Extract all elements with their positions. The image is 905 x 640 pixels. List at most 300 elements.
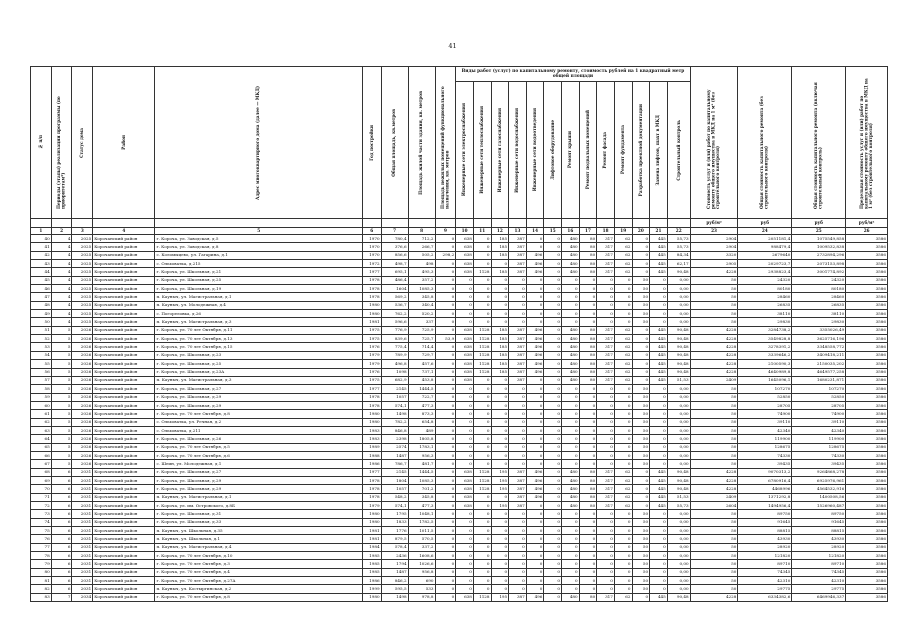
table-cell: Корочанский район xyxy=(93,285,155,293)
table-cell: 2938823,4 xyxy=(738,268,792,276)
table-cell: 0 xyxy=(562,426,580,434)
table-cell: 0 xyxy=(509,393,527,401)
table-row xyxy=(31,568,888,576)
table-cell: 50 xyxy=(632,552,650,560)
column-number: 15 xyxy=(544,228,562,235)
table-cell: 0 xyxy=(614,568,632,576)
table-cell: Корочанский район xyxy=(93,335,155,343)
table-cell: 80 xyxy=(579,468,597,476)
table-cell: 317 xyxy=(597,235,615,243)
table-header xyxy=(31,67,888,235)
table-cell: 1978 xyxy=(362,476,381,484)
table-cell: 50 xyxy=(31,318,52,326)
column-header-label: Адрес многоквартирного дома (далее — МКД) xyxy=(255,85,261,200)
table-cell: 2398 xyxy=(381,435,408,443)
table-cell: г. Короча, ул. Школьная, д.25 xyxy=(155,276,362,284)
table-cell: 445 xyxy=(650,376,668,384)
table-cell: 50 xyxy=(690,435,738,443)
unit-cell xyxy=(650,219,668,228)
column-header xyxy=(381,67,408,219)
table-cell: 0 xyxy=(456,560,474,568)
table-cell: 387 xyxy=(509,485,527,493)
table-cell: 0 xyxy=(544,243,562,251)
table-cell: 81 xyxy=(31,577,52,585)
table-cell: 0 xyxy=(435,318,456,326)
unit-cell xyxy=(562,219,580,228)
table-cell: 3586 xyxy=(846,527,888,535)
unit-cell xyxy=(579,219,597,228)
table-cell: 0 xyxy=(579,518,597,526)
table-cell: 1978 xyxy=(362,393,381,401)
table-cell: 1487 xyxy=(381,568,408,576)
table-cell: 0 xyxy=(473,243,491,251)
table-cell: 1011,5 xyxy=(408,527,435,535)
table-cell: 50 xyxy=(632,418,650,426)
table-cell: 4 xyxy=(51,310,72,318)
table-cell: 0 xyxy=(597,443,615,451)
table-cell: 1978 xyxy=(362,493,381,501)
table-cell: 4564532,916 xyxy=(792,485,846,493)
table-cell: 0,00 xyxy=(667,451,690,459)
table-cell: 0 xyxy=(614,393,632,401)
table-cell: 0 xyxy=(544,401,562,409)
table-cell: 1983 xyxy=(362,426,381,434)
table-cell: 1498 xyxy=(381,593,408,601)
table-cell: 0 xyxy=(544,585,562,593)
table-cell: 0 xyxy=(544,568,562,576)
table-cell: 0 xyxy=(509,401,527,409)
table-cell: с. Ольховатка, д.215 xyxy=(155,260,362,268)
table-cell: 496 xyxy=(526,468,544,476)
table-cell: 62 xyxy=(614,343,632,351)
table-cell: 58 xyxy=(31,385,52,393)
table-cell: 88815 xyxy=(792,527,846,535)
table-cell: 0 xyxy=(509,568,527,576)
table-cell: 496 xyxy=(526,485,544,493)
table-cell: 0 xyxy=(614,585,632,593)
table-cell: 2409 xyxy=(690,493,738,501)
table-cell: 0 xyxy=(435,460,456,468)
table-cell: п. Кауныч, ул. Молодежная, д.4 xyxy=(155,301,362,309)
table-cell: 0,00 xyxy=(667,310,690,318)
table-cell: 2031 xyxy=(72,527,93,535)
table-cell: 0 xyxy=(509,552,527,560)
table-cell: 121820 xyxy=(738,552,792,560)
table-row xyxy=(31,343,888,351)
table-cell: 6780916,4 xyxy=(738,476,792,484)
table-cell: 0 xyxy=(544,393,562,401)
table-cell: 5 xyxy=(51,435,72,443)
table-cell: 486,4 xyxy=(381,276,408,284)
table-cell: 1999 xyxy=(362,585,381,593)
table-cell: 0 xyxy=(562,301,580,309)
table-cell: 638 xyxy=(456,260,474,268)
table-cell: г. Короча, ул. 70 лет Октября, д.8 xyxy=(155,410,362,418)
table-cell: 80180 xyxy=(738,285,792,293)
table-cell: 90,48 xyxy=(667,326,690,334)
table-cell: 80 xyxy=(579,335,597,343)
table-cell: 0 xyxy=(562,543,580,551)
table-cell: 90,48 xyxy=(667,468,690,476)
table-cell: 3586 xyxy=(846,485,888,493)
table-cell: 480 xyxy=(562,485,580,493)
table-cell: 1978 xyxy=(362,276,381,284)
table-cell: 5 xyxy=(51,343,72,351)
table-cell: 317 xyxy=(597,593,615,601)
table-cell: 90,48 xyxy=(667,343,690,351)
table-cell: 1976 xyxy=(362,368,381,376)
table-cell: 496 xyxy=(526,493,544,501)
table-cell: 0 xyxy=(544,518,562,526)
table-cell: 387 xyxy=(509,268,527,276)
table-cell: 185 xyxy=(491,351,509,359)
table-cell: 55,73 xyxy=(667,243,690,251)
table-cell: 0 xyxy=(491,535,509,543)
table-cell: 0 xyxy=(597,518,615,526)
table-cell: 0 xyxy=(491,577,509,585)
table-cell: 0 xyxy=(526,435,544,443)
table-cell: 50 xyxy=(690,443,738,451)
column-number: 20 xyxy=(632,228,650,235)
table-cell: 2026 xyxy=(72,368,93,376)
table-cell: 445 xyxy=(650,476,668,484)
table-cell: Корочанский район xyxy=(93,568,155,576)
table-cell: 480 xyxy=(562,243,580,251)
table-cell: 195 xyxy=(491,485,509,493)
table-cell: 0 xyxy=(491,527,509,535)
table-cell: 2026 xyxy=(72,435,93,443)
table-cell: 0 xyxy=(435,485,456,493)
table-cell: Корочанский район xyxy=(93,543,155,551)
table-cell: 54 xyxy=(31,351,52,359)
table-cell: 71 xyxy=(31,493,52,501)
table-cell: г. Короча, ул. 70 лет Октября, д.6 xyxy=(155,451,362,459)
table-cell: 0 xyxy=(473,451,491,459)
table-cell: Корочанский район xyxy=(93,451,155,459)
table-cell: 548,2 xyxy=(381,493,408,501)
unit-cell xyxy=(491,219,509,228)
table-cell: 50 xyxy=(632,443,650,451)
table-cell: 0 xyxy=(509,285,527,293)
table-cell: 1057 xyxy=(381,393,408,401)
table-cell: 2031 xyxy=(72,518,93,526)
column-header-label: Общая стоимость капитального ремонта (без строительного контроля) xyxy=(759,95,769,209)
table-cell: 6 xyxy=(51,585,72,593)
table-cell: 78 xyxy=(31,552,52,560)
table-cell: 0 xyxy=(614,426,632,434)
table-cell: 1128 xyxy=(473,326,491,334)
table-cell: 298,2 xyxy=(435,251,456,259)
table-cell: 638 xyxy=(456,493,474,501)
table-cell: 0 xyxy=(491,301,509,309)
table-cell: 51,53 xyxy=(667,376,690,384)
table-cell: 3409418,211 xyxy=(792,351,846,359)
table-cell: 1128 xyxy=(473,268,491,276)
table-cell: 3586 xyxy=(846,535,888,543)
table-cell: 3339646,2 xyxy=(738,351,792,359)
table-cell: 50 xyxy=(632,318,650,326)
table-cell: 445 xyxy=(650,260,668,268)
table-cell: 50 xyxy=(632,393,650,401)
table-cell: 4 xyxy=(51,260,72,268)
table-cell: 317 xyxy=(597,343,615,351)
table-cell: 0 xyxy=(509,426,527,434)
table-cell: 3586 xyxy=(846,268,888,276)
table-cell: 0 xyxy=(456,460,474,468)
table-cell: 3586 xyxy=(846,293,888,301)
table-cell: 0 xyxy=(562,285,580,293)
table-cell: 0 xyxy=(614,401,632,409)
table-cell: 0 xyxy=(597,310,615,318)
table-cell: 0 xyxy=(597,318,615,326)
table-cell: 6334382,6 xyxy=(738,593,792,601)
table-cell: 62 xyxy=(614,326,632,334)
table-cell: 0 xyxy=(562,535,580,543)
table-cell: 0 xyxy=(544,502,562,510)
table-cell: 0 xyxy=(579,276,597,284)
table-cell: Корочанский район xyxy=(93,301,155,309)
table-cell: 0 xyxy=(473,568,491,576)
table-cell: 1128 xyxy=(473,468,491,476)
table-cell: 480 xyxy=(562,502,580,510)
table-cell: 89750 xyxy=(792,510,846,518)
table-cell: 2604 xyxy=(690,502,738,510)
table-cell: 596,6 xyxy=(381,318,408,326)
table-cell: 0 xyxy=(473,460,491,468)
unit-cell xyxy=(632,219,650,228)
table-cell: 2031 xyxy=(72,585,93,593)
table-cell: 3625716,196 xyxy=(792,335,846,343)
table-cell: п. Кауныч, ул. Магистральная, д.4 xyxy=(155,543,362,551)
table-cell: 80 xyxy=(579,360,597,368)
column-number: 16 xyxy=(562,228,580,235)
table-cell: 28920 xyxy=(738,543,792,551)
table-row xyxy=(31,385,888,393)
table-row xyxy=(31,585,888,593)
table-cell: п. Кауныч, ул. Магистральная, д.1 xyxy=(155,493,362,501)
table-cell: 61 xyxy=(31,410,52,418)
table-cell: 1085,3 xyxy=(408,476,435,484)
table-cell: 0 xyxy=(526,535,544,543)
table-cell: 0,00 xyxy=(667,301,690,309)
table-cell: 68 xyxy=(31,468,52,476)
table-cell: 0 xyxy=(597,577,615,585)
table-cell: Корочанский район xyxy=(93,318,155,326)
table-cell: 0 xyxy=(435,585,456,593)
table-cell: 0 xyxy=(473,285,491,293)
table-cell: 0 xyxy=(544,418,562,426)
unit-cell xyxy=(93,219,155,228)
table-cell: 3348558,772 xyxy=(792,343,846,351)
table-cell: 50 xyxy=(690,451,738,459)
table-cell: 0 xyxy=(435,276,456,284)
table-cell: г. Короча, ул. Школьная, д.27 xyxy=(155,385,362,393)
table-row xyxy=(31,393,888,401)
table-cell: 0 xyxy=(473,310,491,318)
table-cell: 0 xyxy=(526,552,544,560)
table-cell: 57 xyxy=(31,376,52,384)
table-cell: 0 xyxy=(614,535,632,543)
table-cell: 0 xyxy=(526,301,544,309)
table-cell: 0 xyxy=(650,560,668,568)
table-cell: 50 xyxy=(690,560,738,568)
table-cell: 2026 xyxy=(72,451,93,459)
table-cell: 55,73 xyxy=(667,235,690,243)
table-cell: 0 xyxy=(650,451,668,459)
table-cell: Корочанский район xyxy=(93,385,155,393)
table-cell: 0 xyxy=(614,285,632,293)
table-cell: 0 xyxy=(614,293,632,301)
table-cell: 0 xyxy=(544,543,562,551)
unit-cell xyxy=(614,219,632,228)
table-cell: 0 xyxy=(632,243,650,251)
table-cell: 43 xyxy=(31,260,52,268)
table-row xyxy=(31,410,888,418)
table-cell: Корочанский район xyxy=(93,360,155,368)
table-cell: 0 xyxy=(614,527,632,535)
table-cell: 90,48 xyxy=(667,351,690,359)
table-cell: Корочанский район xyxy=(93,435,155,443)
table-cell: г. Короча, ул. 70 лет Октября, д.10 xyxy=(155,552,362,560)
table-cell: 0 xyxy=(597,560,615,568)
table-cell: 1980 xyxy=(362,301,381,309)
table-cell: 0 xyxy=(456,543,474,551)
unit-cell: руб xyxy=(738,219,792,228)
table-cell: 0 xyxy=(435,268,456,276)
table-cell: 50 xyxy=(690,393,738,401)
table-cell: 1975 xyxy=(362,335,381,343)
table-cell: 0 xyxy=(650,426,668,434)
table-cell: 0 xyxy=(544,285,562,293)
table-cell: 1978 xyxy=(362,401,381,409)
table-cell: 2436 xyxy=(381,552,408,560)
table-cell: 0 xyxy=(579,310,597,318)
table-cell: 62 xyxy=(614,502,632,510)
table-cell: 0,00 xyxy=(667,435,690,443)
table-cell: 0 xyxy=(526,401,544,409)
table-cell: 0 xyxy=(614,560,632,568)
table-cell: 0 xyxy=(473,502,491,510)
table-cell: 50 xyxy=(632,293,650,301)
table-cell: 0 xyxy=(435,360,456,368)
table-cell: 2031 xyxy=(72,510,93,518)
table-cell: 0 xyxy=(456,535,474,543)
table-cell: 0 xyxy=(614,518,632,526)
column-header xyxy=(31,67,52,219)
table-cell: 0,00 xyxy=(667,410,690,418)
table-cell: 0 xyxy=(526,543,544,551)
table-row xyxy=(31,368,888,376)
table-cell: Корочанский район xyxy=(93,443,155,451)
table-cell: 6925976,961 xyxy=(792,476,846,484)
table-cell: 0 xyxy=(473,518,491,526)
table-cell: 0 xyxy=(650,543,668,551)
table-cell: 0 xyxy=(544,351,562,359)
table-cell: 317 xyxy=(597,368,615,376)
table-cell: 2679640 xyxy=(738,251,792,259)
table-cell: 317 xyxy=(597,351,615,359)
table-cell: 80 xyxy=(31,568,52,576)
table-cell: 47 xyxy=(31,293,52,301)
table-cell: 6 xyxy=(51,527,72,535)
table-cell: 1783,1 xyxy=(408,443,435,451)
table-cell: 90,48 xyxy=(667,360,690,368)
table-cell: 0 xyxy=(597,426,615,434)
table-cell: 62 xyxy=(614,268,632,276)
table-cell: 2025 xyxy=(72,235,93,243)
table-cell: 50 xyxy=(632,401,650,409)
table-cell: 62 xyxy=(614,335,632,343)
table-cell: 0 xyxy=(526,285,544,293)
table-cell: 574,1 xyxy=(381,502,408,510)
table-cell: 0 xyxy=(509,451,527,459)
table-cell: г. Короча, ул. Школьная, д.19 xyxy=(155,285,362,293)
table-cell: 0 xyxy=(456,401,474,409)
table-cell: 2026 xyxy=(72,385,93,393)
table-cell: 91645 xyxy=(792,518,846,526)
table-cell: 0 xyxy=(456,552,474,560)
column-number: 24 xyxy=(738,228,792,235)
table-cell: 0 xyxy=(650,552,668,560)
table-cell: 0 xyxy=(650,410,668,418)
table-cell: 0 xyxy=(614,410,632,418)
table-cell: 3586 xyxy=(846,568,888,576)
table-cell: 638 xyxy=(456,468,474,476)
table-cell: 53 xyxy=(31,343,52,351)
table-cell: 42340 xyxy=(738,426,792,434)
column-header-label: Инженерные сети газоснабжения xyxy=(496,107,502,193)
table-cell: 873,3 xyxy=(408,410,435,418)
table-cell: 1128 xyxy=(473,593,491,601)
table-cell: 29830 xyxy=(738,318,792,326)
table-cell: 80 xyxy=(579,502,597,510)
table-cell: 70 xyxy=(31,485,52,493)
column-header-label: Лифтовое оборудование xyxy=(549,120,555,180)
table-cell: г. Короча, ул. Школьная, д.31 xyxy=(155,510,362,518)
table-cell: 2026 xyxy=(72,376,93,384)
table-cell: 0 xyxy=(491,376,509,384)
table-row xyxy=(31,535,888,543)
table-row xyxy=(31,543,888,551)
table-cell: 0 xyxy=(597,535,615,543)
table-cell: 0 xyxy=(456,418,474,426)
column-header-label: Площадь нежилых помещений функционального назначения, кв. метров xyxy=(439,85,450,209)
table-cell: 480 xyxy=(562,268,580,276)
table-row xyxy=(31,460,888,468)
table-cell: 457,6 xyxy=(408,360,435,368)
table-cell: 0 xyxy=(456,568,474,576)
table-cell: 80180 xyxy=(792,285,846,293)
table-cell: 5 xyxy=(51,376,72,384)
table-cell: 0 xyxy=(435,527,456,535)
table-cell: 39110 xyxy=(738,418,792,426)
table-cell: 4228 xyxy=(690,593,738,601)
table-cell: 50 xyxy=(632,577,650,585)
table-cell: 445 xyxy=(650,343,668,351)
table-cell: 0 xyxy=(526,460,544,468)
table-cell: 0 xyxy=(509,518,527,526)
table-cell: 0 xyxy=(491,310,509,318)
table-cell: 0 xyxy=(562,510,580,518)
table-cell: 50 xyxy=(690,552,738,560)
table-cell: 0 xyxy=(435,235,456,243)
table-cell: 1986 xyxy=(362,460,381,468)
table-cell: 0 xyxy=(632,368,650,376)
table-cell: 0 xyxy=(509,435,527,443)
table-cell: 0 xyxy=(597,527,615,535)
table-row xyxy=(31,577,888,585)
table-cell: 480 xyxy=(562,351,580,359)
